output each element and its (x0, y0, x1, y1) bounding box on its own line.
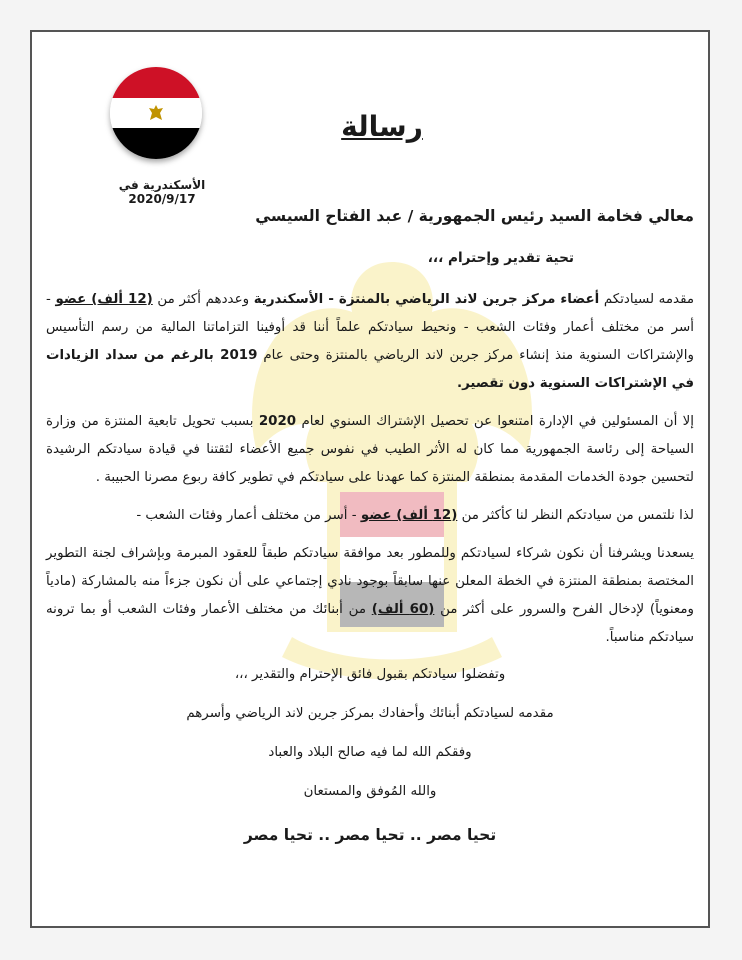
eagle-icon (147, 104, 165, 122)
flag-black-stripe (110, 128, 202, 159)
letter-date: الأسكندرية في 2020/9/17 (118, 178, 206, 206)
flag-red-stripe (110, 67, 202, 98)
p4-text-2: من أبنائك من مختلف الأعمار وفئات الشعب أو بما ترونه سيادتكم مناسباً. (46, 602, 694, 645)
letter-title: رسالة (341, 110, 423, 143)
letter-sheet (30, 30, 710, 928)
closing-line-2: مقدمه لسيادتكم أبنائك وأحفادك بمركز جرين لاند الرياضي وأسرهم (186, 706, 554, 721)
p2-text-1: إلا أن المسئولين في الإدارة امتنعوا عن تحصيل الإشتراك السنوي لعام (296, 414, 694, 429)
salutation: معالي فخامة السيد رئيس الجمهورية / عبد الفتاح السيسي (255, 207, 694, 225)
closing-line-3: وفقكم الله لما فيه صالح البلاد والعباد (268, 745, 472, 760)
p2-bold-2020: 2020 (258, 414, 297, 429)
p2-text-2: بسبب تحويل تابعية المنتزة من وزارة السياحة إلى رئاسة الجمهورية مما كان له الأثر الطيب في نفوس جميع الأعضاء لثقتنا في قيادة سيادتكم الرشيدة لتحسين جودة الخدمات المقدمة بمنطقة المنتزة كما عهدنا على سيادتكم في تطوير كافة ربوع مصرنا الحبيبة . (46, 414, 694, 485)
p3-text-2: - أسر من مختلف أعمار وفئات الشعب - (136, 508, 361, 523)
paragraph-2 (46, 408, 694, 492)
closing-line-1: وتفضلوا سيادتكم بقبول فائق الإحترام والتقدير ،،، (234, 667, 506, 682)
p1-bold-count: (12 ألف) عضو (55, 292, 153, 307)
letter-body (46, 202, 694, 859)
greeting: تحية تقدير وإحترام ،،، (427, 250, 574, 266)
p1-text-1: مقدمه لسيادتكم (599, 292, 695, 307)
closing-line-4: والله المُوفق والمستعان (303, 784, 437, 799)
paragraph-4 (46, 540, 694, 652)
egypt-flag-icon (110, 67, 202, 159)
p3-text-1: لذا نلتمس من سيادتكم النظر لنا كأكثر من (457, 508, 694, 523)
paragraph-3 (46, 502, 694, 530)
p3-bold-count: (12 ألف) عضو (360, 508, 458, 523)
p1-bold-members: أعضاء مركز جرين لاند الرياضي بالمنتزة - الأسكندرية (253, 292, 600, 307)
p1-bold-2019: 2019 بالرغم من سداد الزيادات في الإشتراكات السنوية دون تقصير. (46, 348, 694, 391)
p1-text-3: - أسر من مختلف أعمار وفئات الشعب - ونحيط سيادتكم علماً أننا قد أوفينا التزاماتنا المالية من رسم التأسيس والإشتراكات السنوية منذ إنشاء مركز جرين لاند الرياضي بالمنتزة وحتى عام (46, 292, 694, 363)
paragraph-1 (46, 286, 694, 398)
p4-bold-60k: (60 ألف) (371, 602, 435, 617)
long-live-egypt: تحيا مصر .. تحيا مصر .. تحيا مصر (243, 826, 497, 844)
p1-text-2: وعددهم أكثر من (152, 292, 254, 307)
p4-text-1: يسعدنا ويشرفنا أن نكون شركاء لسيادتكم وللمطور بعد موافقة سيادتكم طبقاً للعقود المبرمة وبإشراف لجنة التطوير المختصة بمنطقة المنتزة في الخطة المعلن عنها سابقاً بوجود نادي إجتماعي على أن نكون جزءاً منه بالمشاركة (مادياً ومعنوياً) لإدخال الفرح والسرور على أكثر من (46, 546, 694, 617)
